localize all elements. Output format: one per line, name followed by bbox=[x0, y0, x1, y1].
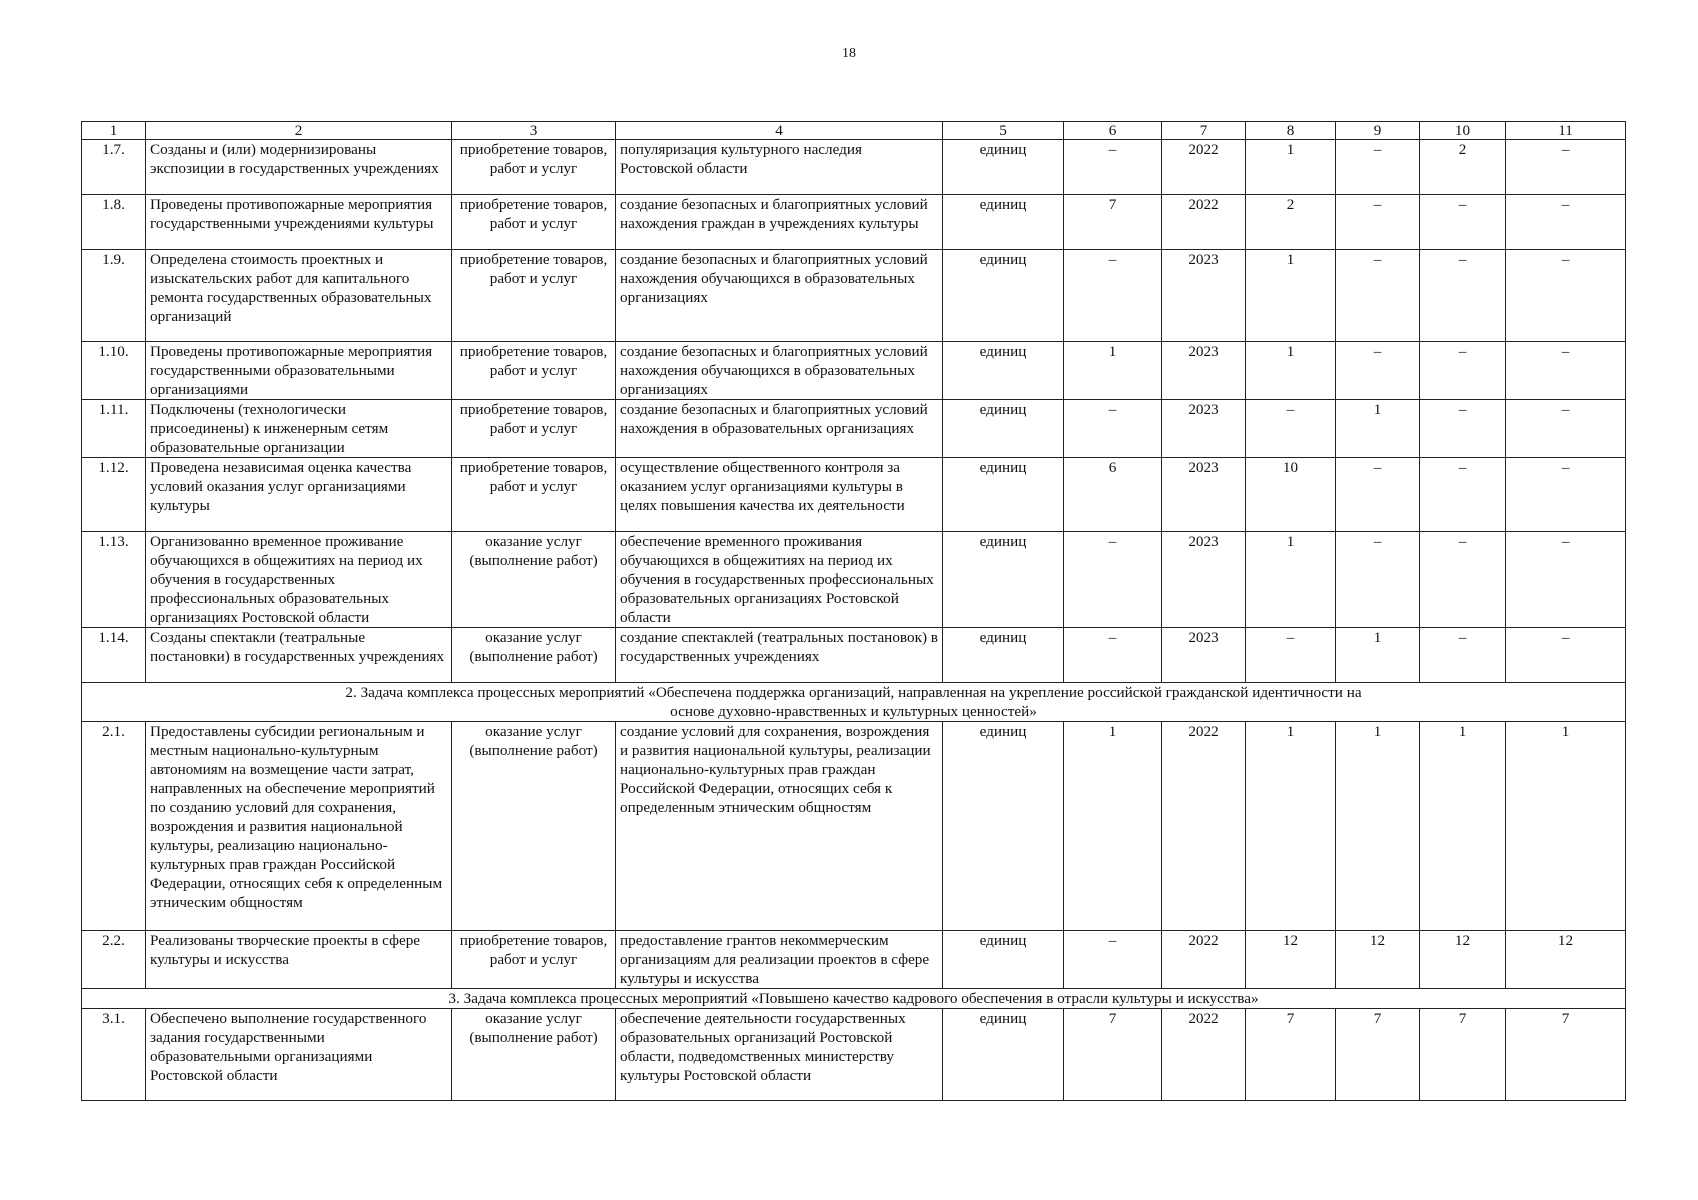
value-col-9: 1 bbox=[1336, 628, 1420, 683]
row-number: 1.8. bbox=[82, 195, 146, 250]
base-value: – bbox=[1064, 400, 1162, 458]
result-text: Организованно временное проживание обучающихся в общежитиях на период их обучения в государственных профессиональных образовательных организациях Ростовской области bbox=[146, 532, 452, 628]
result-characteristic: обеспечение деятельности государственных образовательных организаций Ростовской области, подведомственных министерству культуры Ростовской области bbox=[616, 1009, 943, 1101]
task-heading: 3. Задача комплекса процессных мероприятий «Повышено качество кадрового обеспечения в отрасли культуры и искусства» bbox=[82, 989, 1626, 1009]
unit-of-measure: единиц bbox=[943, 195, 1064, 250]
base-year: 2023 bbox=[1162, 532, 1246, 628]
table-body bbox=[82, 122, 1626, 1101]
unit-of-measure: единиц bbox=[943, 532, 1064, 628]
column-header: 8 bbox=[1246, 122, 1336, 140]
table-row bbox=[82, 250, 1626, 342]
result-characteristic: создание безопасных и благоприятных условий нахождения в образовательных организациях bbox=[616, 400, 943, 458]
value-col-10: – bbox=[1420, 342, 1506, 400]
base-value: – bbox=[1064, 140, 1162, 195]
base-year: 2023 bbox=[1162, 400, 1246, 458]
unit-of-measure: единиц bbox=[943, 1009, 1064, 1101]
column-number-row bbox=[82, 122, 1626, 140]
table-row bbox=[82, 628, 1626, 683]
value-col-8: 10 bbox=[1246, 458, 1336, 532]
table-row bbox=[82, 140, 1626, 195]
value-col-8: 1 bbox=[1246, 140, 1336, 195]
result-characteristic: осуществление общественного контроля за оказанием услуг организациями культуры в целях повышения качества их деятельности bbox=[616, 458, 943, 532]
column-header: 6 bbox=[1064, 122, 1162, 140]
value-col-11: 12 bbox=[1506, 931, 1626, 989]
value-col-8: 12 bbox=[1246, 931, 1336, 989]
result-characteristic: предоставление грантов некоммерческим организациям для реализации проектов в сфере культуры и искусства bbox=[616, 931, 943, 989]
result-text: Определена стоимость проектных и изыскательских работ для капитального ремонта государственных образовательных организаций bbox=[146, 250, 452, 342]
table-row bbox=[82, 400, 1626, 458]
value-col-9: 1 bbox=[1336, 400, 1420, 458]
value-col-10: – bbox=[1420, 532, 1506, 628]
row-number: 1.7. bbox=[82, 140, 146, 195]
result-text: Предоставлены субсидии региональным и местным национально-культурным автономиям на возмещение части затрат, направленных на обеспечение мероприятий по созданию условий для сохранения, возрождения и развития национальной культуры, реализацию национально-культурных прав граждан Российской Федерации, относящих себя к определенным этническим общностям bbox=[146, 722, 452, 931]
base-year: 2022 bbox=[1162, 1009, 1246, 1101]
result-text: Подключены (технологически присоединены) к инженерным сетям образовательные организации bbox=[146, 400, 452, 458]
table-row bbox=[82, 195, 1626, 250]
value-col-11: – bbox=[1506, 342, 1626, 400]
base-year: 2022 bbox=[1162, 722, 1246, 931]
base-year: 2022 bbox=[1162, 195, 1246, 250]
value-col-10: 1 bbox=[1420, 722, 1506, 931]
value-col-11: – bbox=[1506, 458, 1626, 532]
unit-of-measure: единиц bbox=[943, 400, 1064, 458]
table-row bbox=[82, 458, 1626, 532]
page-number: 18 bbox=[842, 46, 856, 61]
unit-of-measure: единиц bbox=[943, 722, 1064, 931]
unit-of-measure: единиц bbox=[943, 250, 1064, 342]
value-col-10: 7 bbox=[1420, 1009, 1506, 1101]
result-characteristic: создание условий для сохранения, возрождения и развития национальной культуры, реализации национально-культурных прав граждан Российской Федерации, относящих себя к определенным этническим общностям bbox=[616, 722, 943, 931]
value-col-10: – bbox=[1420, 195, 1506, 250]
column-header: 11 bbox=[1506, 122, 1626, 140]
table-row bbox=[82, 532, 1626, 628]
value-col-9: – bbox=[1336, 140, 1420, 195]
value-col-11: 1 bbox=[1506, 722, 1626, 931]
result-type: оказание услуг (выполнение работ) bbox=[452, 532, 616, 628]
result-type: приобретение товаров, работ и услуг bbox=[452, 342, 616, 400]
result-type: приобретение товаров, работ и услуг bbox=[452, 400, 616, 458]
row-number: 2.1. bbox=[82, 722, 146, 931]
result-characteristic: обеспечение временного проживания обучающихся в общежитиях на период их обучения в государственных профессиональных образовательных организациях Ростовской области bbox=[616, 532, 943, 628]
results-table bbox=[81, 121, 1626, 1101]
value-col-9: 12 bbox=[1336, 931, 1420, 989]
base-value: – bbox=[1064, 931, 1162, 989]
base-year: 2023 bbox=[1162, 458, 1246, 532]
base-value: 6 bbox=[1064, 458, 1162, 532]
result-type: приобретение товаров, работ и услуг bbox=[452, 195, 616, 250]
result-text: Проведены противопожарные мероприятия государственными образовательными организациями bbox=[146, 342, 452, 400]
value-col-8: 1 bbox=[1246, 532, 1336, 628]
value-col-9: – bbox=[1336, 250, 1420, 342]
value-col-8: 7 bbox=[1246, 1009, 1336, 1101]
column-header: 4 bbox=[616, 122, 943, 140]
value-col-10: – bbox=[1420, 458, 1506, 532]
table-row bbox=[82, 1009, 1626, 1101]
value-col-10: 12 bbox=[1420, 931, 1506, 989]
task-heading: 2. Задача комплекса процессных мероприятий «Обеспечена поддержка организаций, направленная на укрепление российской гражданской идентичности на основе духовно-нравственных и культурных ценностей» bbox=[82, 683, 1626, 722]
base-value: – bbox=[1064, 250, 1162, 342]
unit-of-measure: единиц bbox=[943, 140, 1064, 195]
value-col-9: 1 bbox=[1336, 722, 1420, 931]
value-col-8: 1 bbox=[1246, 342, 1336, 400]
value-col-9: – bbox=[1336, 195, 1420, 250]
result-characteristic: создание безопасных и благоприятных условий нахождения граждан в учреждениях культуры bbox=[616, 195, 943, 250]
value-col-9: – bbox=[1336, 532, 1420, 628]
result-type: приобретение товаров, работ и услуг bbox=[452, 931, 616, 989]
result-type: оказание услуг (выполнение работ) bbox=[452, 722, 616, 931]
result-type: оказание услуг (выполнение работ) bbox=[452, 1009, 616, 1101]
column-header: 5 bbox=[943, 122, 1064, 140]
base-value: – bbox=[1064, 532, 1162, 628]
task-heading-row bbox=[82, 683, 1626, 722]
value-col-11: 7 bbox=[1506, 1009, 1626, 1101]
column-header: 7 bbox=[1162, 122, 1246, 140]
row-number: 1.13. bbox=[82, 532, 146, 628]
result-type: оказание услуг (выполнение работ) bbox=[452, 628, 616, 683]
column-header: 1 bbox=[82, 122, 146, 140]
result-characteristic: создание спектаклей (театральных постановок) в государственных учреждениях bbox=[616, 628, 943, 683]
value-col-8: 2 bbox=[1246, 195, 1336, 250]
result-type: приобретение товаров, работ и услуг bbox=[452, 250, 616, 342]
result-text: Созданы и (или) модернизированы экспозиции в государственных учреждениях bbox=[146, 140, 452, 195]
result-characteristic: создание безопасных и благоприятных условий нахождения обучающихся в образовательных организациях bbox=[616, 250, 943, 342]
value-col-8: 1 bbox=[1246, 250, 1336, 342]
base-value: 1 bbox=[1064, 722, 1162, 931]
row-number: 3.1. bbox=[82, 1009, 146, 1101]
value-col-10: 2 bbox=[1420, 140, 1506, 195]
base-year: 2022 bbox=[1162, 931, 1246, 989]
column-header: 9 bbox=[1336, 122, 1420, 140]
result-text: Проведены противопожарные мероприятия государственными учреждениями культуры bbox=[146, 195, 452, 250]
result-characteristic: создание безопасных и благоприятных условий нахождения обучающихся в образовательных организациях bbox=[616, 342, 943, 400]
value-col-11: – bbox=[1506, 140, 1626, 195]
value-col-11: – bbox=[1506, 400, 1626, 458]
column-header: 3 bbox=[452, 122, 616, 140]
base-value: 7 bbox=[1064, 1009, 1162, 1101]
unit-of-measure: единиц bbox=[943, 931, 1064, 989]
unit-of-measure: единиц bbox=[943, 458, 1064, 532]
value-col-11: – bbox=[1506, 532, 1626, 628]
value-col-11: – bbox=[1506, 195, 1626, 250]
column-header: 10 bbox=[1420, 122, 1506, 140]
value-col-10: – bbox=[1420, 628, 1506, 683]
row-number: 1.9. bbox=[82, 250, 146, 342]
task-heading-row bbox=[82, 989, 1626, 1009]
value-col-8: – bbox=[1246, 400, 1336, 458]
base-value: – bbox=[1064, 628, 1162, 683]
row-number: 1.14. bbox=[82, 628, 146, 683]
value-col-11: – bbox=[1506, 628, 1626, 683]
base-value: 1 bbox=[1064, 342, 1162, 400]
base-year: 2022 bbox=[1162, 140, 1246, 195]
value-col-9: – bbox=[1336, 458, 1420, 532]
value-col-10: – bbox=[1420, 400, 1506, 458]
result-text: Реализованы творческие проекты в сфере культуры и искусства bbox=[146, 931, 452, 989]
unit-of-measure: единиц bbox=[943, 628, 1064, 683]
base-year: 2023 bbox=[1162, 628, 1246, 683]
value-col-8: 1 bbox=[1246, 722, 1336, 931]
base-value: 7 bbox=[1064, 195, 1162, 250]
base-year: 2023 bbox=[1162, 342, 1246, 400]
value-col-11: – bbox=[1506, 250, 1626, 342]
result-characteristic: популяризация культурного наследия Ростовской области bbox=[616, 140, 943, 195]
value-col-8: – bbox=[1246, 628, 1336, 683]
unit-of-measure: единиц bbox=[943, 342, 1064, 400]
result-text: Созданы спектакли (театральные постановки) в государственных учреждениях bbox=[146, 628, 452, 683]
table-row bbox=[82, 722, 1626, 931]
table-row bbox=[82, 931, 1626, 989]
result-text: Обеспечено выполнение государственного задания государственными образовательными организациями Ростовской области bbox=[146, 1009, 452, 1101]
result-text: Проведена независимая оценка качества условий оказания услуг организациями культуры bbox=[146, 458, 452, 532]
row-number: 1.10. bbox=[82, 342, 146, 400]
row-number: 2.2. bbox=[82, 931, 146, 989]
result-type: приобретение товаров, работ и услуг bbox=[452, 140, 616, 195]
result-type: приобретение товаров, работ и услуг bbox=[452, 458, 616, 532]
row-number: 1.11. bbox=[82, 400, 146, 458]
value-col-9: 7 bbox=[1336, 1009, 1420, 1101]
row-number: 1.12. bbox=[82, 458, 146, 532]
table-row bbox=[82, 342, 1626, 400]
base-year: 2023 bbox=[1162, 250, 1246, 342]
value-col-10: – bbox=[1420, 250, 1506, 342]
column-header: 2 bbox=[146, 122, 452, 140]
value-col-9: – bbox=[1336, 342, 1420, 400]
